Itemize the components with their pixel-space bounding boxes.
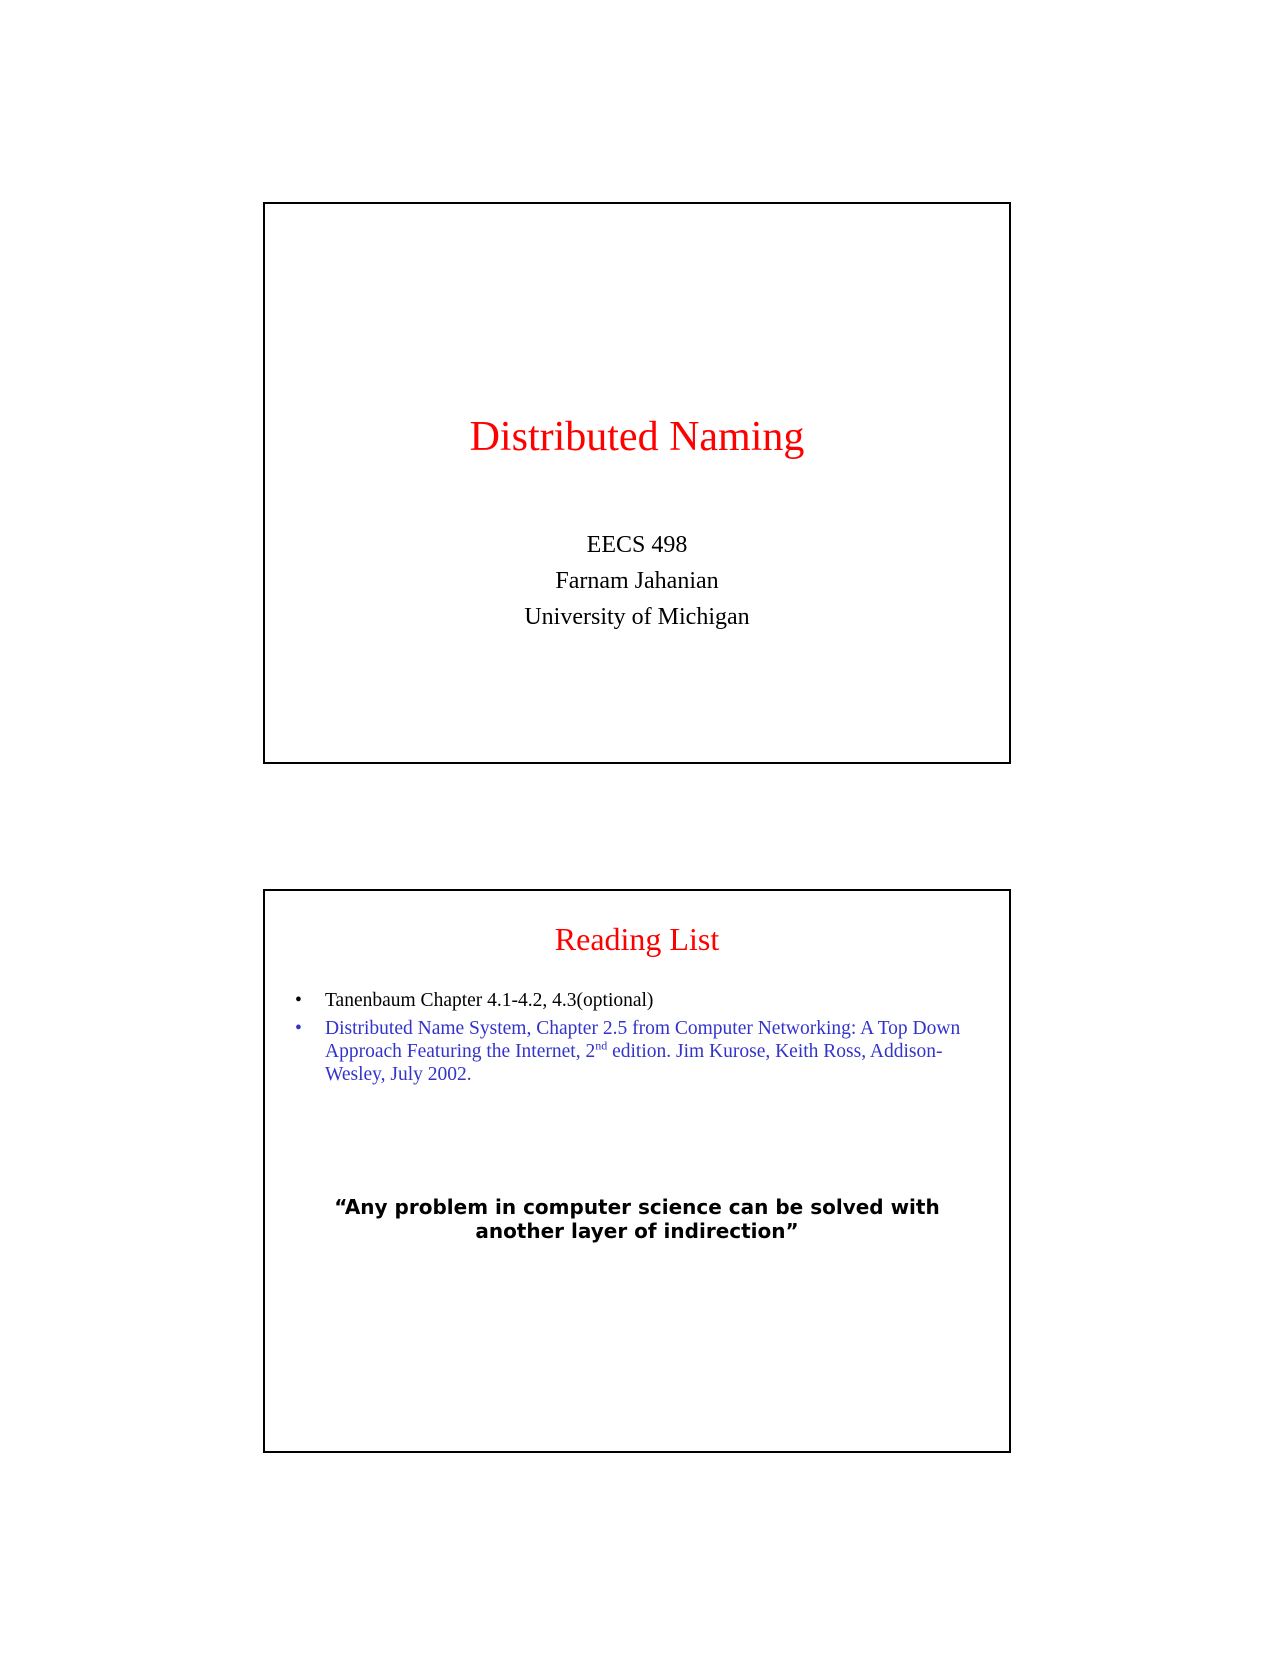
slide-title-heading: Distributed Naming — [469, 414, 805, 460]
course-code: EECS 498 — [586, 532, 688, 558]
list-item-text-rest: edition. Jim Kurose, Keith Ross, Addison-Wesley, July 2002. — [325, 1041, 943, 1085]
slide-title-subtitle — [265, 527, 1009, 635]
institution-name: University of Michigan — [524, 604, 750, 630]
list-item — [295, 989, 975, 1012]
reading-list — [295, 989, 975, 1091]
list-item-text: Tanenbaum Chapter 4.1-4.2, 4.3(optional) — [325, 990, 654, 1011]
author-name: Farnam Jahanian — [555, 568, 719, 594]
list-item-text-main: Distributed Name System, Chapter 2.5 from Computer Networking: A Top Down Approach Featuring the Internet, 2 — [325, 1018, 961, 1062]
slide-reading-list — [263, 889, 1011, 1453]
bullet-icon: • — [295, 1018, 302, 1039]
superscript: nd — [595, 1038, 608, 1053]
reading-list-heading: Reading List — [554, 921, 720, 957]
quote: “Any problem in computer science can be solved with another layer of indirection” — [334, 1195, 940, 1243]
bullet-icon: • — [295, 990, 302, 1011]
slide-title — [263, 202, 1011, 764]
list-item — [295, 1017, 975, 1086]
list-item-text — [325, 1018, 960, 1085]
